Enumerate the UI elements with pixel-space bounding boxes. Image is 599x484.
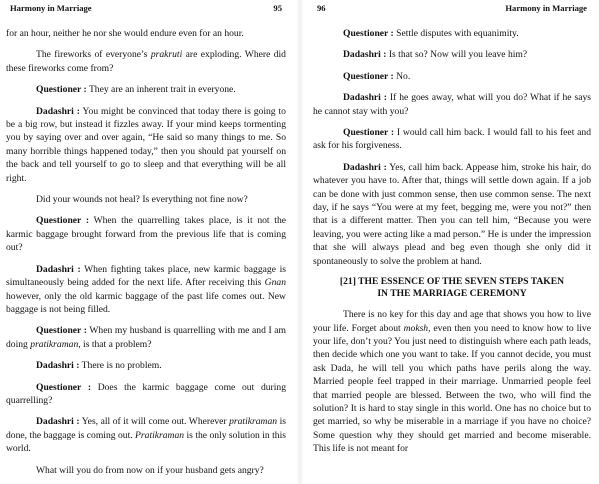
speaker-label: Questioner : xyxy=(36,84,87,96)
speaker-label: Questioner : xyxy=(343,28,394,39)
section-heading-line1: [21] THE ESSENCE OF THE SEVEN STEPS TAKEN xyxy=(339,276,565,288)
book-gutter xyxy=(296,0,304,484)
right-header-title: Harmony in Marriage xyxy=(505,3,587,13)
right-running-head xyxy=(313,3,591,15)
dialogue-paragraph: Questioner : Settle disputes with equanimity. xyxy=(343,28,519,39)
dialogue-paragraph: Questioner : I would call him back. I would fall to his feet and ask for his forgiveness. xyxy=(313,127,592,152)
right-page xyxy=(307,0,599,484)
left-page-number: 95 xyxy=(273,3,282,13)
paragraph: Did your wounds not heal? Is everything not fine now? xyxy=(36,194,248,206)
left-header-title: Harmony in Marriage xyxy=(10,3,92,13)
dialogue-paragraph: Dadashri : Is that so? Now will you leave him? xyxy=(343,49,528,61)
speaker-label: Dadashri : xyxy=(36,360,80,372)
speaker-label: Dadashri : xyxy=(36,105,80,117)
speaker-label: Questioner : xyxy=(36,215,90,227)
speaker-label: Dadashri : xyxy=(343,92,387,104)
speaker-label: Questioner : xyxy=(343,70,394,82)
speaker-label: Questioner : xyxy=(36,381,92,393)
right-page-number: 96 xyxy=(317,3,326,13)
section-heading-line2: IN THE MARRIAGE CEREMONY xyxy=(377,288,527,300)
speaker-label: Questioner : xyxy=(36,325,87,337)
speaker-label: Dadashri : xyxy=(343,161,387,173)
dialogue-paragraph: Questioner : Does the karmic baggage come out during quarrelling? xyxy=(6,381,286,406)
left-running-head xyxy=(6,3,286,15)
dialogue-paragraph: Dadashri : There is no problem. xyxy=(36,360,162,372)
paragraph: What will you do from now on if your husband gets angry? xyxy=(36,464,264,476)
dialogue-paragraph: Dadashri : If he goes away, what will you do? What if he says he cannot stay with you? xyxy=(313,92,591,117)
paragraph: for an hour, neither he nor she would endure even for an hour. xyxy=(6,28,244,39)
section-heading xyxy=(313,276,591,300)
dialogue-paragraph: Dadashri : When fighting takes place, new karmic baggage is simultaneously being added for the next life. After receiving this Gnan however, only the old karmic baggage of the past life comes out. New baggage is not being filled. xyxy=(6,263,286,315)
paragraph: The fireworks of everyone’s prakruti are exploding. Where did these fireworks come from? xyxy=(6,49,286,74)
left-page xyxy=(0,0,292,484)
dialogue-paragraph: Dadashri : Yes, call him back. Appease him, stroke his hair, do whatever you have to. After that, things will settle down again. If a job can be done with just common sense, then use common sense. The next day, if he says “You were at my feet, begging me, were you not?” then that is a different matter. Then you can tell him, “Because you were leaving, you were acting like a mad person.” He is under the impression that she will always plead and beg even though she only did it spontaneously to solve the problem at hand. xyxy=(313,161,591,267)
speaker-label: Questioner : xyxy=(343,127,395,139)
speaker-label: Dadashri : xyxy=(36,263,81,275)
dialogue-paragraph: Questioner : No. xyxy=(343,70,411,82)
dialogue-paragraph: Questioner : They are an inherent trait in everyone. xyxy=(36,84,236,96)
dialogue-paragraph: Questioner : When my husband is quarrelling with me and I am doing pratikraman, is that a problem? xyxy=(6,325,286,350)
dialogue-paragraph: Dadashri : You might be convinced that today there is going to be a big row, but instead it fizzles away. If your mind keeps tormenting you by saying over and over again, “He said so many things to me. So many horrible things happened today,” then you should pat yourself on the back and tell yourself to go to sleep and that everything will be all right. xyxy=(6,105,286,184)
paragraph: There is no key for this day and age that shows you how to live your life. Forget about moksh, even then you need to know how to live your life, don’t you? You just need to distinguish where each path leads, then decide which one you want to take. If you cannot decide, you must ask Dada, he will tell you which paths have perils along the way. Married people feel trapped in their marriage. Unmarried people feel that married people are blessed. Between the two, who will find the solution? It is hard to stay single in this world. One has no choice but to get married, so why be miserable in a marriage if you have no choice? Some question why they should get married and become miserable. This life is not meant for xyxy=(313,309,591,455)
dialogue-paragraph: Dadashri : Yes, all of it will come out. Wherever pratikraman is done, the baggage is coming out. Pratikraman is the only solution in this world. xyxy=(6,416,286,455)
dialogue-paragraph: Questioner : When the quarrelling takes place, is it not the karmic baggage brought forward from the previous life that is coming out? xyxy=(6,215,287,254)
speaker-label: Dadashri : xyxy=(36,416,80,428)
speaker-label: Dadashri : xyxy=(343,49,387,61)
